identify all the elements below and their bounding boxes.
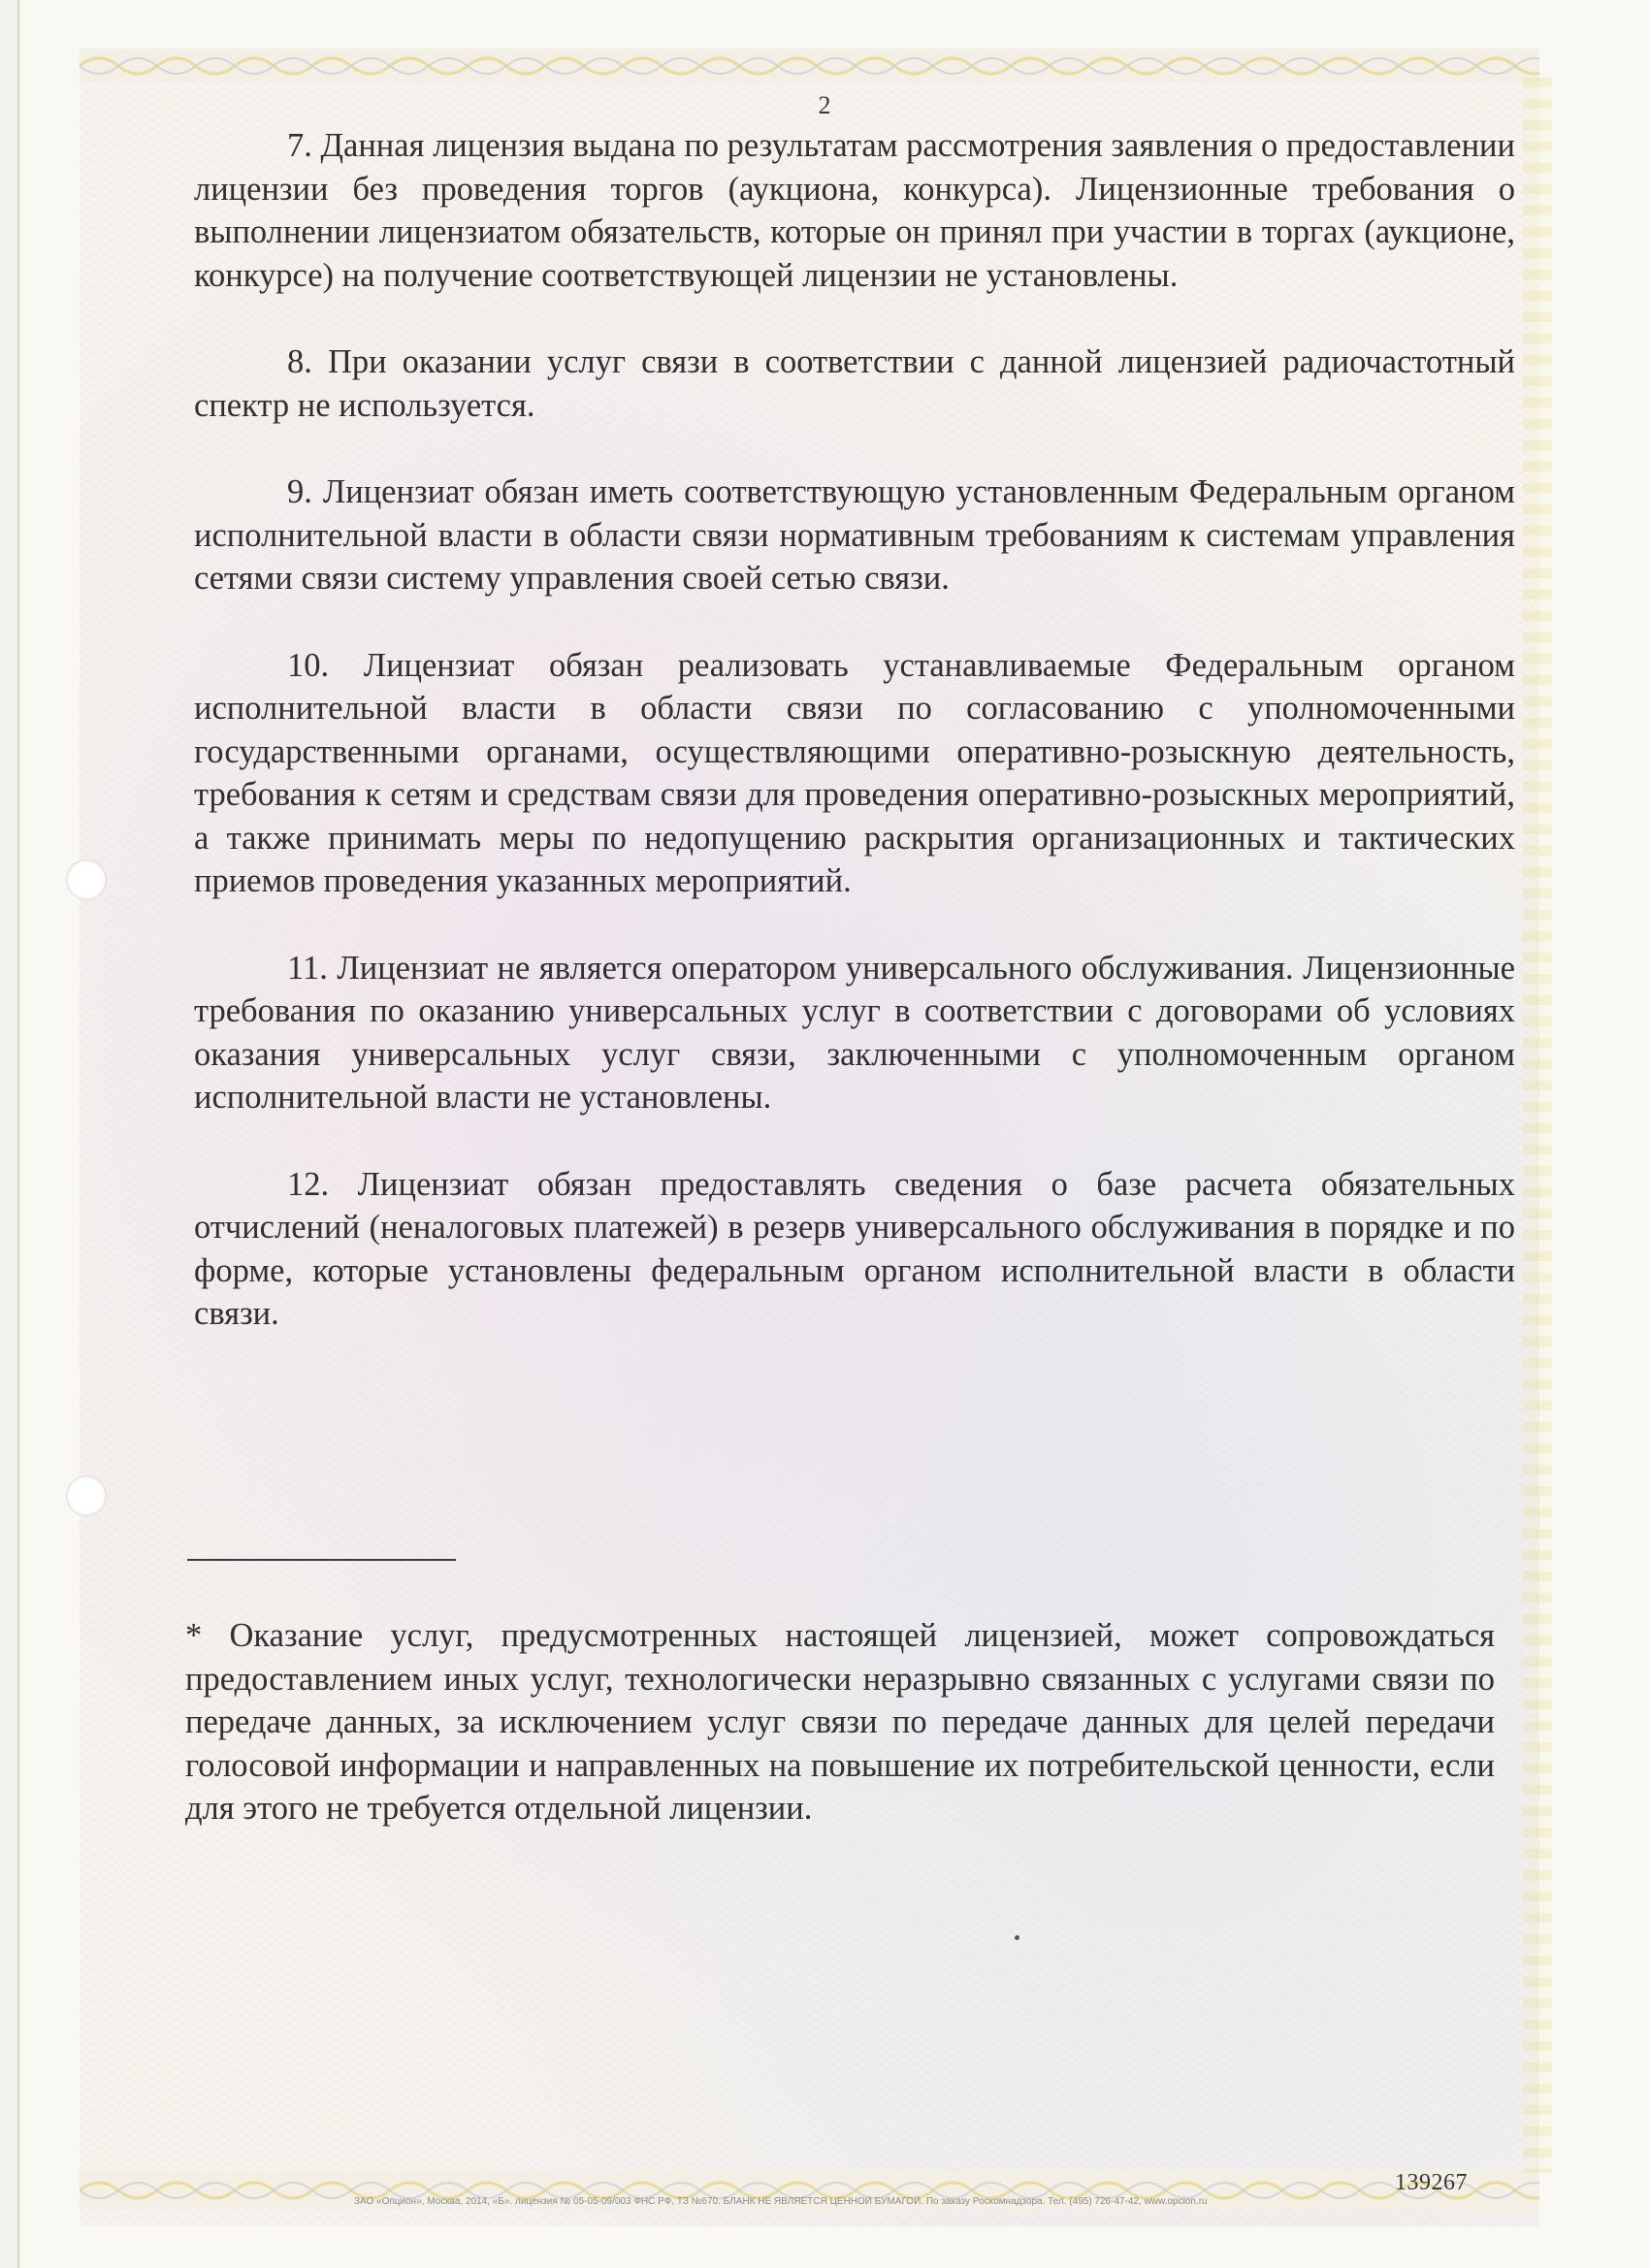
- paragraph-8: 8. При оказании услуг связи в соответствии с данной лицензией радиочастотный спектр не используется.: [194, 343, 1515, 424]
- form-serial-number: 139267: [1395, 2170, 1468, 2195]
- paragraph-10: 10. Лицензиат обязан реализовать устанавливаемые Федеральным органом исполнительной власти в области связи по согласованию с уполномоченными государственными органами, осуществляющими оперативно-розыскную деятельность, требования к сетям и средствам связи для проведения оперативно-розыскных мероприятий, а также принимать меры по недопущению раскрытия организационных и тактических приемов проведения указанных мероприятий.: [194, 646, 1515, 899]
- license-conditions: [194, 124, 1515, 1379]
- binder-hole: [66, 859, 107, 900]
- binder-hole: [66, 1475, 107, 1516]
- footnote-divider: [187, 1559, 456, 1561]
- page-number: 2: [818, 91, 831, 119]
- printer-imprint: ЗАО «Опцион», Москва, 2014, «Б». лицензия № 05-05-09/003 ФНС РФ, ТЗ №670. БЛАНК НЕ ЯВЛЯЕТСЯ ЦЕННОЙ БУМАГОЙ. По заказу Роскомнадзора. Тел. (495) 726-47-42, www.opcion.ru: [354, 2196, 1208, 2207]
- paragraph-11: 11. Лицензиат не является оператором универсального обслуживания. Лицензионные требования по оказанию универсальных услуг в соответствии с договорами об условиях оказания универсальных услуг связи, заключенными с уполномоченным органом исполнительной власти не установлены.: [194, 949, 1515, 1116]
- footnote: * Оказание услуг, предусмотренных настоящей лицензией, может сопровождаться предоставлением иных услуг, технологически неразрывно связанных с услугами связи по передаче данных, за исключением услуг связи по передаче данных для целей передачи голосовой информации и направленных на повышение их потребительской ценности, если для этого не требуется отдельной лицензии.: [185, 1617, 1495, 1827]
- paragraph-7: 7. Данная лицензия выдана по результатам рассмотрения заявления о предоставлении лицензии без проведения торгов (аукциона, конкурса). Лицензионные требования о выполнении лицензиатом обязательств, которые он принял при участии в торгах (аукционе, конкурсе) на получение соответствующей лицензии не установлены.: [194, 127, 1515, 294]
- paragraph-12: 12. Лицензиат обязан предоставлять сведения о базе расчета обязательных отчислений (неналоговых платежей) в резерв универсального обслуживания в порядке и по форме, которые установлены федеральным органом исполнительной власти в области связи.: [194, 1165, 1515, 1332]
- ornament-band-right: [1523, 78, 1552, 2173]
- paragraph-9: 9. Лицензиат обязан иметь соответствующую установленным Федеральным органом исполнительной власти в области связи нормативным требованиям к системам управления сетями связи систему управления своей сетью связи.: [194, 473, 1515, 597]
- ornament-band-top: [80, 49, 1539, 83]
- scan-background: [0, 0, 17, 2268]
- scan-speck: [1015, 1935, 1019, 1940]
